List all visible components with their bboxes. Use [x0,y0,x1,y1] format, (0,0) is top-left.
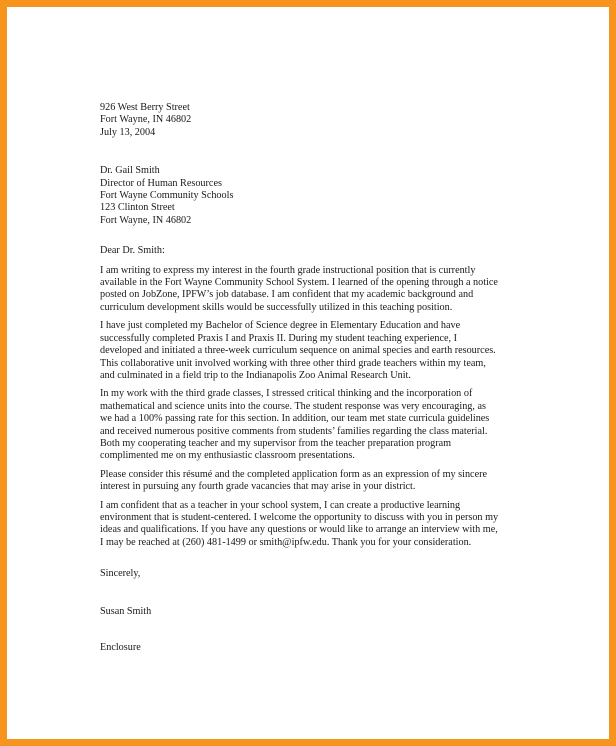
paragraph-line: Both my cooperating teacher and my supervisor from the teacher preparation program [100,437,452,449]
paragraph-4 [100,469,520,494]
closing [100,568,520,580]
signature [100,606,520,618]
paragraph-line: I may be reached at (260) 481-1499 or smith@ipfw.edu. Thank you for your consideration. [100,536,472,548]
paragraph-1 [100,265,520,315]
paragraph-line: and received numerous positive comments from students’ families regarding the class material. [100,425,488,437]
paragraph-line: and culminated in a field trip to the Indianapolis Zoo Animal Research Unit. [100,369,411,381]
paragraph-line: complimented me on my enthusiastic classroom presentations. [100,450,355,462]
recipient-address [100,165,520,227]
paragraph-line: I am writing to express my interest in the fourth grade instructional position that is currently [100,264,476,276]
recipient-name: Dr. Gail Smith [100,165,160,177]
enclosure-text: Enclosure [100,642,141,653]
enclosure-note [100,642,520,654]
paragraph-line: successfully completed Praxis I and Praxis II. During my student teaching experience, I [100,332,458,344]
sender-address [100,102,520,139]
paragraph-line: mathematical and science units into the course. The student response was very encouraging, as [100,400,486,412]
closing-text: Sincerely, [100,568,141,580]
paragraph-line: developed and initiated a three-week curriculum sequence on animal species and earth resources. [100,345,496,357]
recipient-city: Fort Wayne, IN 46802 [100,214,192,226]
paragraph-line: Please consider this résumé and the completed application form as an expression of my sincere [100,468,488,480]
paragraph-line: ideas and qualifications. If you have any questions or would like to arrange an interview with me, [100,524,498,536]
paragraph-line: curriculum development skills would be successfully utilized in this teaching position. [100,301,453,313]
paragraph-line: I have just completed my Bachelor of Science degree in Elementary Education and have [100,320,461,332]
recipient-title: Director of Human Resources [100,177,222,189]
paragraph-line: environment that is student-centered. I welcome the opportunity to discuss with you in person my [100,511,499,523]
recipient-street: 123 Clinton Street [100,202,175,214]
salutation-text: Dear Dr. Smith: [100,245,165,257]
salutation [100,245,520,257]
sender-city: Fort Wayne, IN 46802 [100,114,192,126]
paragraph-line: I am confident that as a teacher in your school system, I can create a productive learning [100,499,461,511]
paragraph-line: interest in pursuing any fourth grade vacancies that may arise in your district. [100,481,416,493]
signature-name: Susan Smith [100,605,152,617]
cover-letter [100,102,520,654]
paragraph-2 [100,320,520,382]
paragraph-5 [100,500,520,550]
letter-date: July 13, 2004 [100,126,156,138]
paragraph-3 [100,388,520,462]
sender-street: 926 West Berry Street [100,102,190,113]
paragraph-line: posted on JobZone, IPFW’s job database. I am confident that my academic background and [100,289,474,301]
paragraph-line: available in the Fort Wayne Community School System. I learned of the opening through a notice [100,277,498,289]
paragraph-line: In my work with the third grade classes, I stressed critical thinking and the incorporation of [100,388,473,400]
paragraph-line: we had a 100% passing rate for this section. In addition, our team met state curricula guidelines [100,413,490,425]
recipient-organization: Fort Wayne Community Schools [100,190,234,202]
paragraph-line: This collaborative unit involved working with three other third grade teachers within my team, [100,357,486,369]
